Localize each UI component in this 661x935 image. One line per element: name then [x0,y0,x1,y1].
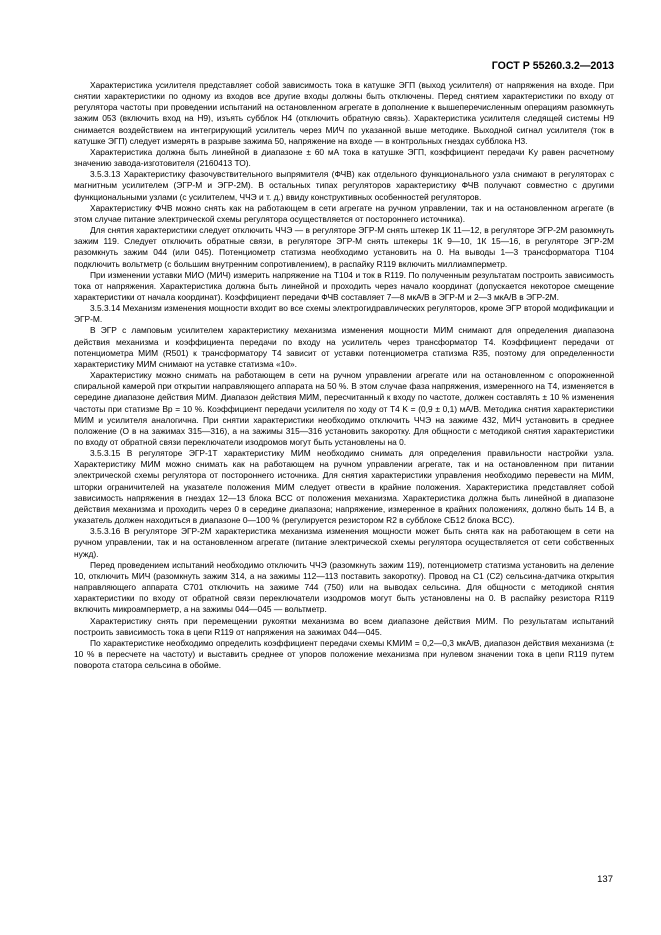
paragraph: Характеристика усилителя представляет собой зависимость тока в катушке ЭГП (выход усилителя) от напряжения на входе. При снятии характеристики по одному из входов все другие входы должны быть отключены. Перед снятием характеристики по входу от регулятора частоты при проведении испытаний на остановленном агрегате в дополнение к вышеперечисленным операциям разомкнуть зажим 053 (включить вход на Н9), изъять субблок Н4 (отключить обратную связь). Характеристика усилителя следящей системы Н9 снимается воздействием на интегрирующий усилитель через МИЧ по указанной выше методике. Выходной сигнал усилителя (ток в катушке ЭГП) следует измерять в разрыве зажима 50, напряжение на входе — в контрольных гнездах субблока Н3. [74,80,614,146]
paragraph: 3.5.3.16 В регуляторе ЭГР-2М характеристика механизма изменения мощности может быть снята как на работающем в сети на ручном управлении, так и на остановленном агрегате (питание электрической схемы регулятора осуществляется от сети собственных нужд). [74,526,614,559]
paragraph: Характеристику ФЧВ можно снять как на работающем в сети агрегате на ручном управлении, так и на остановленном агрегате (в этом случае питание электрической схемы регулятора осуществляется от постороннего источника). [74,202,614,224]
paragraph: Характеристика должна быть линейной в диапазоне ± 60 мА тока в катушке ЭГП, коэффициент передачи Ky равен расчетному значению завода-изготовителя (2160413 ТО). [74,146,614,169]
body-text [74,80,614,671]
document-header: ГОСТ Р 55260.3.2—2013 [491,60,614,72]
paragraph: 3.5.3.15 В регуляторе ЭГР-1Т характеристику МИМ необходимо снимать для определения правильности настройки узла. Характеристику МИМ можно снимать как на работающем на ручном управлении агрегате, так и на остановленном при питании электрической схемы регулятора от постороннего источника. Для снятия характеристики управления необходимо перевести на МИМ, шторки ограничителей на указателе положения МИМ следует отвести в крайние положения. Характеристика представляет собой зависимость напряжения в гнездах 12—13 блока ВСС от положения механизма. Характеристика должна быть линейной в диапазоне действия механизма и проходить через 0 в середине диапазона; напряжение, измеренное в крайних положениях, должно быть 14 В, а указатель должен находиться в диапазоне 0—100 % (регулируется резистором R2 в субблоке СБ12 блока ВСС). [74,448,614,526]
paragraph: 3.5.3.13 Характеристику фазочувствительного выпрямителя (ФЧВ) как отдельного функционального узла снимают в регуляторах с магнитным усилителем (ЭГР-М и ЭГР-2М). В остальных типах регуляторов характеристику ФЧВ получают совместно с другими функциональными узлами (с усилителем, ЧЧЭ и т. д.) ввиду конструктивных особенностей регуляторов. [74,169,614,202]
paragraph: Для снятия характеристики следует отключить ЧЧЭ — в регуляторе ЭГР-М снять штекер 1К 11—12, в регуляторе ЭГР-2М разомкнуть зажим 119. Следует отключить обратные связи, в регуляторе ЭГР-М снять штекеры 1К 9—10, 1К 15—16, в регуляторе ЭГР-2М разомкнуть зажим 044 (или 045). Потенциометр статизма необходимо установить на 0. На выводы 1—3 трансформатора Т104 подключить вольтметр (с большим внутренним сопротивлением), в распайку R119 включить миллиамперметр. [74,225,614,269]
paragraph: 3.5.3.14 Механизм изменения мощности входит во все схемы электрогидравлических регуляторов, кроме ЭГР второй модификации и ЭГР-М. [74,303,614,325]
paragraph: Характеристику снять при перемещении рукоятки механизма во всем диапазоне действия МИМ. По результатам испытаний построить зависимость тока в цепи R119 от напряжения на зажимах 044—045. [74,615,614,637]
paragraph: В ЭГР с ламповым усилителем характеристику механизма изменения мощности МИМ снимают для определения диапазона действия механизма и коэффициента передачи по входу на усилитель через трансформатор Т4. Коэффициент передачи от потенциометра МИМ (R501) к трансформатору Т4 зависит от уставки потенциометра статизма R35, поэтому для определенности характеристику МИМ снимают на уставке статизма «10». [74,325,614,369]
paragraph: Характеристику можно снимать на работающем в сети на ручном управлении агрегате или на остановленном с опорожненной спиральной камерой при открытии направляющего аппарата на 50 %. В этом случае фаза напряжения, измеренного на Т4, изменяется в середине диапазоне действия МИМ. Диапазон действия МИМ, пересчитанный к входу по частоте, должен составлять ± 10 % изменения частоты при статизме Bp = 10 %. Коэффициент передачи усилителя по ходу от Т4 K = (0,9 ± 0,1) мА/В. Методика снятия характеристики МИМ и усилителя аналогична. При снятии характеристики необходимо отключить ЧЧЭ на зажиме 432, МИЧ установить в среднее положение (О в на зажимах 315—316), а на зажимы 315—316 установить закоротку. Для общности с методикой снятия характеристики по входу от обратной связи переключатели изодромов могут быть установлены на 0. [74,370,614,447]
paragraph: Перед проведением испытаний необходимо отключить ЧЧЭ (разомкнуть зажим 119), потенциометр статизма установить на деление 10, отключить МИЧ (разомкнуть зажим 314, а на зажимы 112—113 поставить закоротку). Провод на С1 (С2) сельсина-датчика открытия направляющего аппарата С701 отключить на зажиме 744 (750) или на выводах сельсина. Для общности с методикой снятия характеристики по входу от обратной связи переключатели изодромов могут быть установлены на 0. В распайку резистора R119 включить микроамперметр, а на зажимы 044—045 — вольтметр. [74,559,614,615]
paragraph: По характеристике необходимо определить коэффициент передачи схемы KМИМ = 0,2—0,3 мкА/В, диапазон действия механизма (± 10 % в пересчете на частоту) и выставить среднее от упоров положение механизма при нулевом значении тока в цепи R119 путем поворота статора сельсина в обойме. [74,637,614,671]
paragraph: При изменении уставки МИО (МИЧ) измерить напряжение на Т104 и ток в R119. По полученным результатам построить зависимость тока от напряжения. Характеристика должна быть линейной и проходить через начало координат (допускается некоторое смещение характеристики от начала координат). Коэффициент передачи ФЧВ составляет 7—8 мкА/В в ЭГР-М и 2—3 мкА/В в ЭГР-2М. [74,269,614,302]
page-number: 137 [597,874,613,885]
